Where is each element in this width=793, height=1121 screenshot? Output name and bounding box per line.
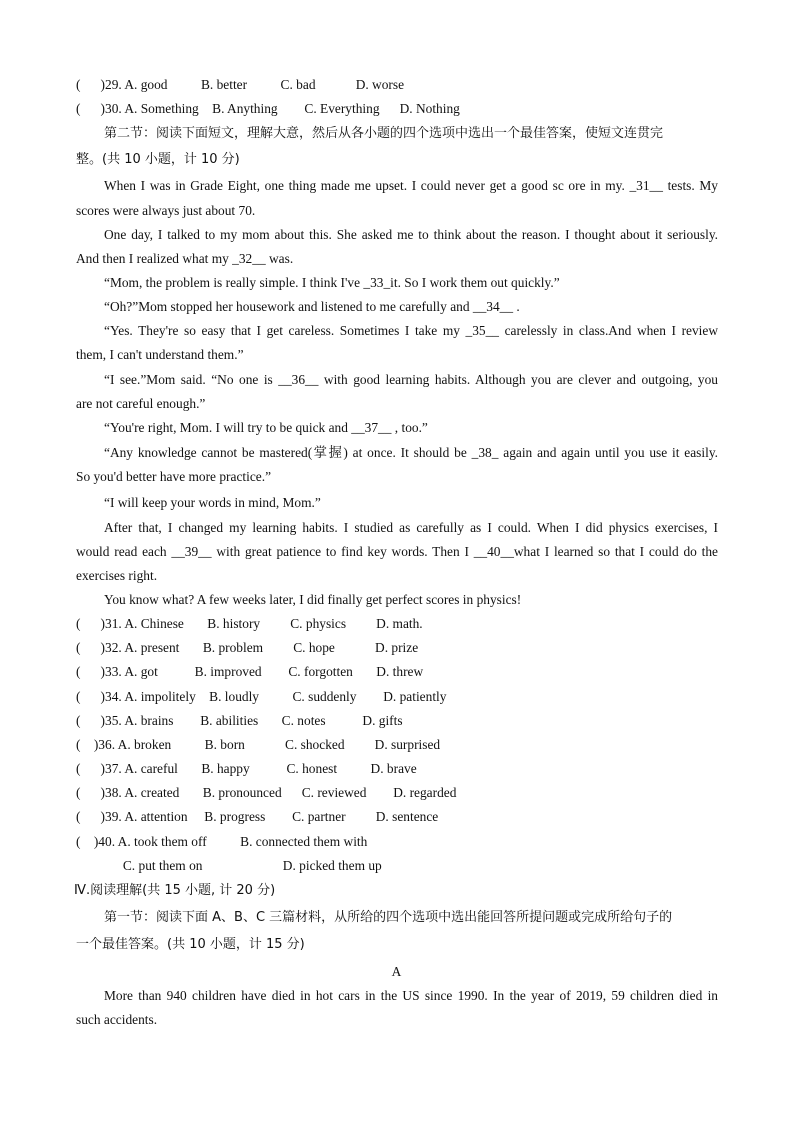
part4-heading: Ⅳ.阅读理解(共 15 小题, 计 20 分) [74, 883, 276, 898]
section1-heading-line1: 第一节：阅读下面 A、B、C 三篇材料，从所给的四个选项中选出能回答所提问题或完成所给句子的 [104, 910, 673, 925]
option-line-37: ( )37. A. careful B. happy C. honest D. brave [76, 761, 417, 776]
option-line-32: ( )32. A. present B. problem C. hope D. prize [76, 640, 419, 655]
passage-line: “Any knowledge cannot be mastered(掌握) at once. It should be _38_ again and again until you use it easily. [104, 445, 718, 460]
option-line-33: ( )33. A. got B. improved C. forgotten D. threw [76, 664, 424, 679]
passage-line: And then I realized what my _32__ was. [76, 251, 294, 266]
passage-a-line: such accidents. [76, 1012, 158, 1027]
option-line-34: ( )34. A. impolitely B. loudly C. suddenly D. patiently [76, 689, 447, 704]
passage-line: are not careful enough.” [76, 396, 206, 411]
passage-line: scores were always just about 70. [76, 203, 256, 218]
option-line-35: ( )35. A. brains B. abilities C. notes D. gifts [76, 713, 403, 728]
passage-line: One day, I talked to my mom about this. She asked me to think about the reason. I thought about it seriously. [104, 227, 718, 242]
passage-line: “I will keep your words in mind, Mom.” [104, 495, 321, 510]
option-line-40-continued: C. put them on D. picked them up [76, 858, 382, 873]
passage-line: “You're right, Mom. I will try to be quick and __37__ , too.” [104, 420, 428, 435]
passage-line: When I was in Grade Eight, one thing made me upset. I could never get a good sc ore in my. _31__ tests. My [104, 178, 718, 193]
passage-line: So you'd better have more practice.” [76, 469, 272, 484]
passage-line: You know what? A few weeks later, I did finally get perfect scores in physics! [104, 592, 522, 607]
section2-heading-line1: 第二节：阅读下面短文，理解大意，然后从各小题的四个选项中选出一个最佳答案，使短文连贯完 [104, 126, 664, 141]
passage-a-label: A [391, 964, 402, 979]
passage-line: “Yes. They're so easy that I get careless. Sometimes I take my _35__ carelessly in class.And when I review [104, 323, 718, 338]
passage-line: them, I can't understand them.” [76, 347, 244, 362]
passage-a-line: More than 940 children have died in hot cars in the US since 1990. In the year of 2019, 59 children died in [104, 988, 718, 1003]
option-line-29: ( )29. A. good B. better C. bad D. worse [76, 77, 405, 92]
option-line-38: ( )38. A. created B. pronounced C. reviewed D. regarded [76, 785, 457, 800]
passage-line: “Mom, the problem is really simple. I think I've _33_it. So I work them out quickly.” [104, 275, 560, 290]
passage-line: would read each __39__ with great patience to find key words. Then I __40__what I learned so that I could do the [76, 544, 718, 559]
option-line-36: ( )36. A. broken B. born C. shocked D. surprised [76, 737, 441, 752]
option-line-39: ( )39. A. attention B. progress C. partner D. sentence [76, 809, 439, 824]
option-line-31: ( )31. A. Chinese B. history C. physics D. math. [76, 616, 423, 631]
passage-line: exercises right. [76, 568, 158, 583]
option-line-40: ( )40. A. took them off B. connected them with [76, 834, 368, 849]
section1-heading-line2: 一个最佳答案。(共 10 小题，计 15 分) [76, 937, 305, 952]
section2-heading-line2: 整。(共 10 小题，计 10 分) [76, 152, 240, 167]
option-line-30: ( )30. A. Something B. Anything C. Everything D. Nothing [76, 101, 460, 116]
passage-line: After that, I changed my learning habits. I studied as carefully as I could. When I did physics exercises, I [104, 520, 718, 535]
passage-line: “I see.”Mom said. “No one is __36__ with good learning habits. Although you are clever and outgoing, you [104, 372, 718, 387]
passage-line: “Oh?”Mom stopped her housework and listened to me carefully and __34__ . [104, 299, 520, 314]
